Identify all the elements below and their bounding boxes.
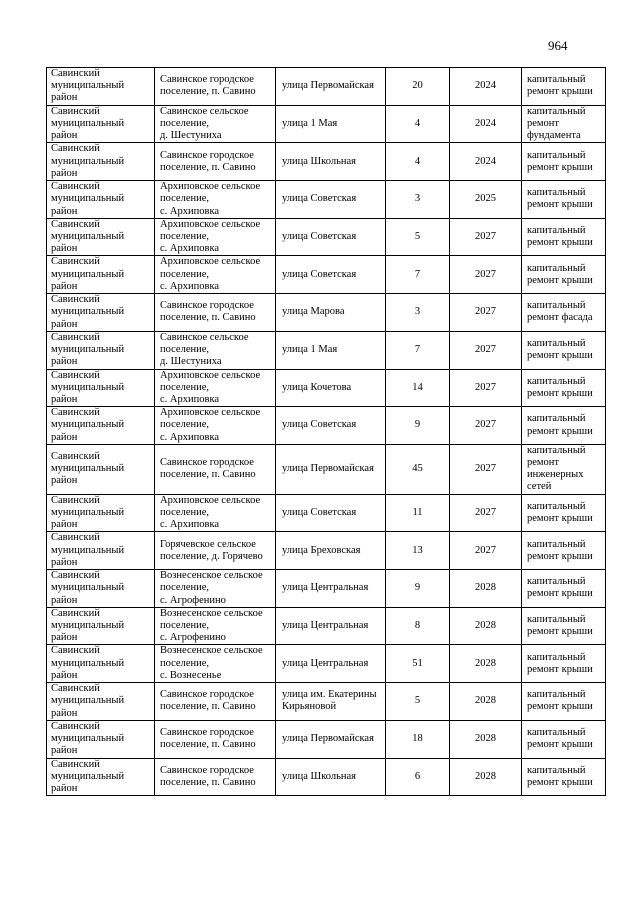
work-type-cell: капитальный ремонт крыши [522,720,606,758]
street-cell: улица Советская [276,256,386,294]
year-cell: 2028 [450,758,522,796]
district-cell: Савинский муниципальный район [47,570,155,608]
table-row [47,105,606,143]
district-cell: Савинский муниципальный район [47,532,155,570]
house-number-cell: 4 [386,143,450,181]
settlement-cell: Савинское городское поселение, п. Савино [155,444,276,494]
table-row [47,294,606,332]
house-number-cell: 14 [386,369,450,407]
street-cell: улица Советская [276,181,386,219]
work-type-cell: капитальный ремонт фундамента [522,105,606,143]
settlement-cell: Савинское городское поселение, п. Савино [155,720,276,758]
work-type-cell: капитальный ремонт крыши [522,645,606,683]
street-cell: улица 1 Мая [276,331,386,369]
district-cell: Савинский муниципальный район [47,331,155,369]
work-type-cell: капитальный ремонт крыши [522,181,606,219]
work-type-cell: капитальный ремонт фасада [522,294,606,332]
district-cell: Савинский муниципальный район [47,181,155,219]
house-number-cell: 3 [386,294,450,332]
table-row [47,758,606,796]
house-number-cell: 51 [386,645,450,683]
house-number-cell: 4 [386,105,450,143]
district-cell: Савинский муниципальный район [47,369,155,407]
settlement-cell: Савинское городское поселение, п. Савино [155,758,276,796]
street-cell: улица 1 Мая [276,105,386,143]
settlement-cell: Архиповское сельское поселение, с. Архиповка [155,494,276,532]
street-cell: улица Марова [276,294,386,332]
street-cell: улица Центральная [276,645,386,683]
street-cell: улица Первомайская [276,720,386,758]
year-cell: 2025 [450,181,522,219]
year-cell: 2028 [450,607,522,645]
district-cell: Савинский муниципальный район [47,218,155,256]
settlement-cell: Савинское городское поселение, п. Савино [155,294,276,332]
street-cell: улица Первомайская [276,444,386,494]
table-row [47,256,606,294]
district-cell: Савинский муниципальный район [47,758,155,796]
table-row [47,494,606,532]
table-row [47,720,606,758]
settlement-cell: Горячевское сельское поселение, д. Горячево [155,532,276,570]
repair-schedule-table [46,67,606,796]
work-type-cell: капитальный ремонт крыши [522,758,606,796]
year-cell: 2028 [450,645,522,683]
work-type-cell: капитальный ремонт крыши [522,532,606,570]
district-cell: Савинский муниципальный район [47,143,155,181]
settlement-cell: Савинское сельское поселение, д. Шестуниха [155,331,276,369]
year-cell: 2027 [450,444,522,494]
year-cell: 2028 [450,720,522,758]
house-number-cell: 9 [386,407,450,445]
street-cell: улица Первомайская [276,68,386,106]
year-cell: 2027 [450,494,522,532]
settlement-cell: Архиповское сельское поселение, с. Архиповка [155,181,276,219]
district-cell: Савинский муниципальный район [47,444,155,494]
table-row [47,570,606,608]
street-cell: улица Советская [276,218,386,256]
work-type-cell: капитальный ремонт крыши [522,607,606,645]
house-number-cell: 11 [386,494,450,532]
table-row [47,683,606,721]
settlement-cell: Савинское городское поселение, п. Савино [155,68,276,106]
house-number-cell: 7 [386,331,450,369]
page-number: 964 [548,38,568,53]
house-number-cell: 3 [386,181,450,219]
house-number-cell: 5 [386,218,450,256]
district-cell: Савинский муниципальный район [47,645,155,683]
settlement-cell: Савинское городское поселение, п. Савино [155,143,276,181]
settlement-cell: Архиповское сельское поселение, с. Архиповка [155,369,276,407]
district-cell: Савинский муниципальный район [47,407,155,445]
table-row [47,68,606,106]
house-number-cell: 45 [386,444,450,494]
district-cell: Савинский муниципальный район [47,607,155,645]
table-body [47,68,606,796]
year-cell: 2024 [450,105,522,143]
work-type-cell: капитальный ремонт инженерных сетей [522,444,606,494]
year-cell: 2027 [450,532,522,570]
settlement-cell: Архиповское сельское поселение, с. Архиповка [155,407,276,445]
street-cell: улица Кочетова [276,369,386,407]
street-cell: улица Школьная [276,758,386,796]
district-cell: Савинский муниципальный район [47,683,155,721]
table-row [47,444,606,494]
house-number-cell: 13 [386,532,450,570]
table-row [47,607,606,645]
work-type-cell: капитальный ремонт крыши [522,218,606,256]
table-row [47,645,606,683]
year-cell: 2027 [450,294,522,332]
table-row [47,181,606,219]
work-type-cell: капитальный ремонт крыши [522,570,606,608]
settlement-cell: Вознесенское сельское поселение, с. Агрофенино [155,570,276,608]
year-cell: 2027 [450,331,522,369]
work-type-cell: капитальный ремонт крыши [522,256,606,294]
table-row [47,407,606,445]
year-cell: 2028 [450,683,522,721]
district-cell: Савинский муниципальный район [47,256,155,294]
street-cell: улица Бреховская [276,532,386,570]
work-type-cell: капитальный ремонт крыши [522,68,606,106]
street-cell: улица Центральная [276,607,386,645]
settlement-cell: Архиповское сельское поселение, с. Архиповка [155,256,276,294]
settlement-cell: Архиповское сельское поселение, с. Архиповка [155,218,276,256]
year-cell: 2027 [450,369,522,407]
district-cell: Савинский муниципальный район [47,68,155,106]
house-number-cell: 18 [386,720,450,758]
house-number-cell: 5 [386,683,450,721]
year-cell: 2027 [450,256,522,294]
street-cell: улица Советская [276,407,386,445]
year-cell: 2027 [450,407,522,445]
street-cell: улица им. Екатерины Кирьяновой [276,683,386,721]
work-type-cell: капитальный ремонт крыши [522,407,606,445]
work-type-cell: капитальный ремонт крыши [522,369,606,407]
settlement-cell: Вознесенское сельское поселение, с. Вознесенье [155,645,276,683]
work-type-cell: капитальный ремонт крыши [522,331,606,369]
street-cell: улица Советская [276,494,386,532]
house-number-cell: 20 [386,68,450,106]
house-number-cell: 9 [386,570,450,608]
settlement-cell: Вознесенское сельское поселение, с. Агрофенино [155,607,276,645]
street-cell: улица Центральная [276,570,386,608]
district-cell: Савинский муниципальный район [47,294,155,332]
work-type-cell: капитальный ремонт крыши [522,683,606,721]
house-number-cell: 6 [386,758,450,796]
district-cell: Савинский муниципальный район [47,494,155,532]
house-number-cell: 8 [386,607,450,645]
table-row [47,369,606,407]
year-cell: 2024 [450,68,522,106]
street-cell: улица Школьная [276,143,386,181]
table-row [47,218,606,256]
work-type-cell: капитальный ремонт крыши [522,494,606,532]
house-number-cell: 7 [386,256,450,294]
table-row [47,143,606,181]
table-row [47,532,606,570]
work-type-cell: капитальный ремонт крыши [522,143,606,181]
year-cell: 2028 [450,570,522,608]
district-cell: Савинский муниципальный район [47,105,155,143]
district-cell: Савинский муниципальный район [47,720,155,758]
settlement-cell: Савинское сельское поселение, д. Шестуниха [155,105,276,143]
year-cell: 2024 [450,143,522,181]
year-cell: 2027 [450,218,522,256]
table-row [47,331,606,369]
settlement-cell: Савинское городское поселение, п. Савино [155,683,276,721]
